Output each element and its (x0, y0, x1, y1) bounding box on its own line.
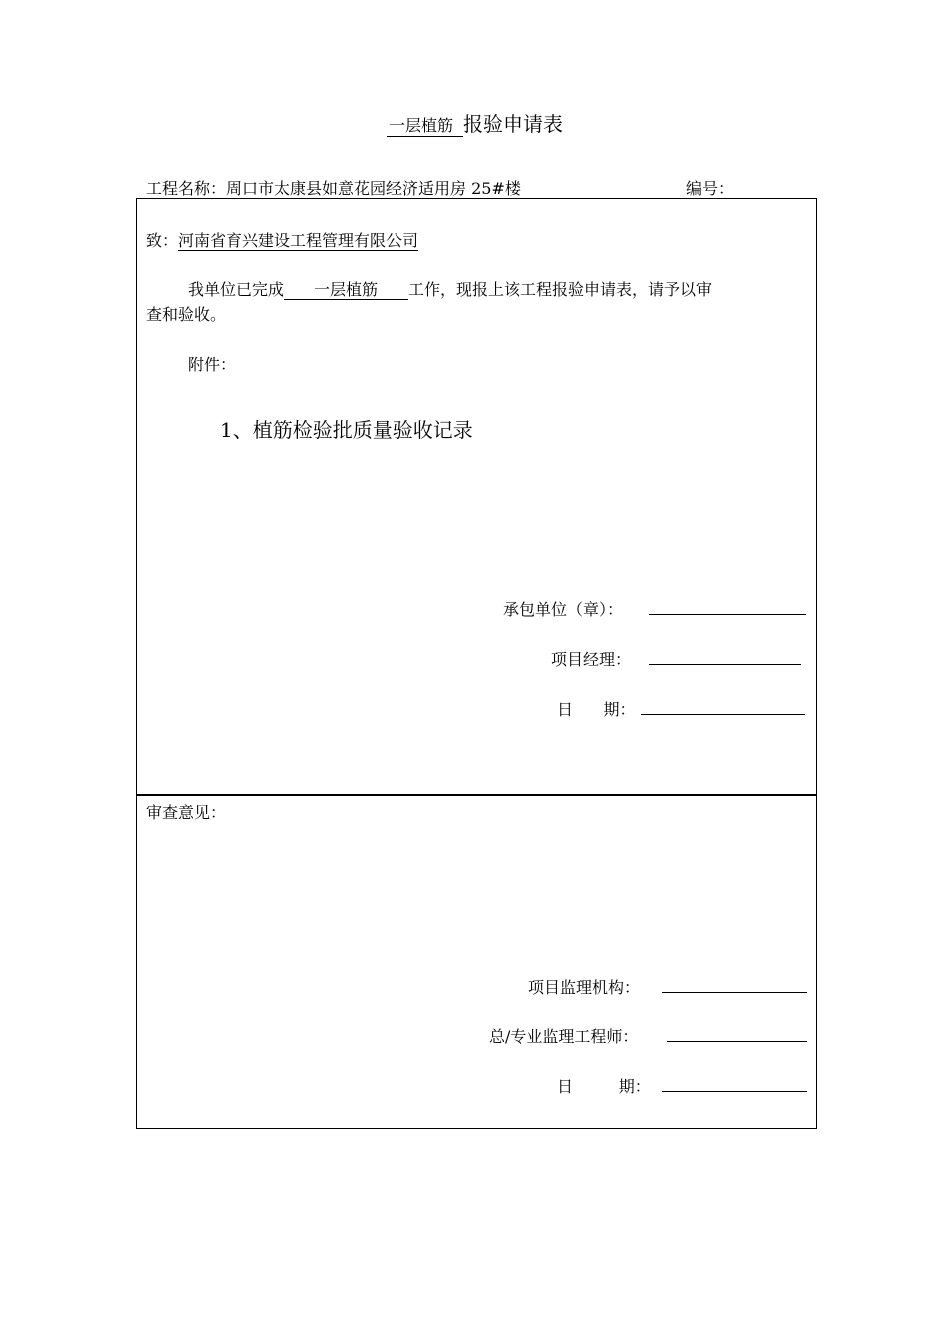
page-title (0, 108, 950, 137)
contractor-signature-line (649, 614, 806, 615)
to-label: 致： (146, 231, 179, 250)
review-date-line (662, 1091, 807, 1092)
project-name-row (146, 176, 539, 199)
review-date-label: 日 期： (557, 1077, 651, 1096)
project-label: 工程名称： (146, 179, 227, 198)
project-name: 周口市太康县如意花园经济适用房 25#楼 (226, 179, 539, 199)
engineer-signature-line (667, 1041, 807, 1042)
review-section (136, 794, 817, 1129)
work-item: 一层植筋 (284, 280, 408, 300)
para-suffix: 工作，现报上该工程报验申请表，请予以审 (408, 280, 713, 299)
application-date-line (641, 714, 805, 715)
title-blank: 一层植筋 (387, 113, 463, 137)
attachment-item: 1、植筋检验批质量验收记录 (220, 418, 473, 442)
to-company: 河南省育兴建设工程管理有限公司 (178, 231, 419, 250)
agency-signature-line (662, 992, 807, 993)
title-suffix: 报验申请表 (463, 112, 563, 136)
engineer-label: 总/专业监理工程师： (489, 1027, 639, 1046)
attachment-label: 附件： (188, 355, 237, 374)
number-label: 编号： (686, 179, 735, 198)
manager-label: 项目经理： (551, 650, 632, 669)
contractor-label: 承包单位（章）： (503, 600, 624, 619)
manager-signature-line (649, 664, 801, 665)
application-date-label: 日 期： (557, 700, 636, 719)
paragraph-line1 (188, 277, 712, 300)
paragraph-line2: 查和验收。 (146, 305, 227, 324)
para-prefix: 我单位已完成 (188, 280, 285, 299)
recipient-row (146, 228, 418, 251)
opinion-label: 审查意见： (146, 803, 227, 822)
agency-label: 项目监理机构： (528, 978, 641, 997)
